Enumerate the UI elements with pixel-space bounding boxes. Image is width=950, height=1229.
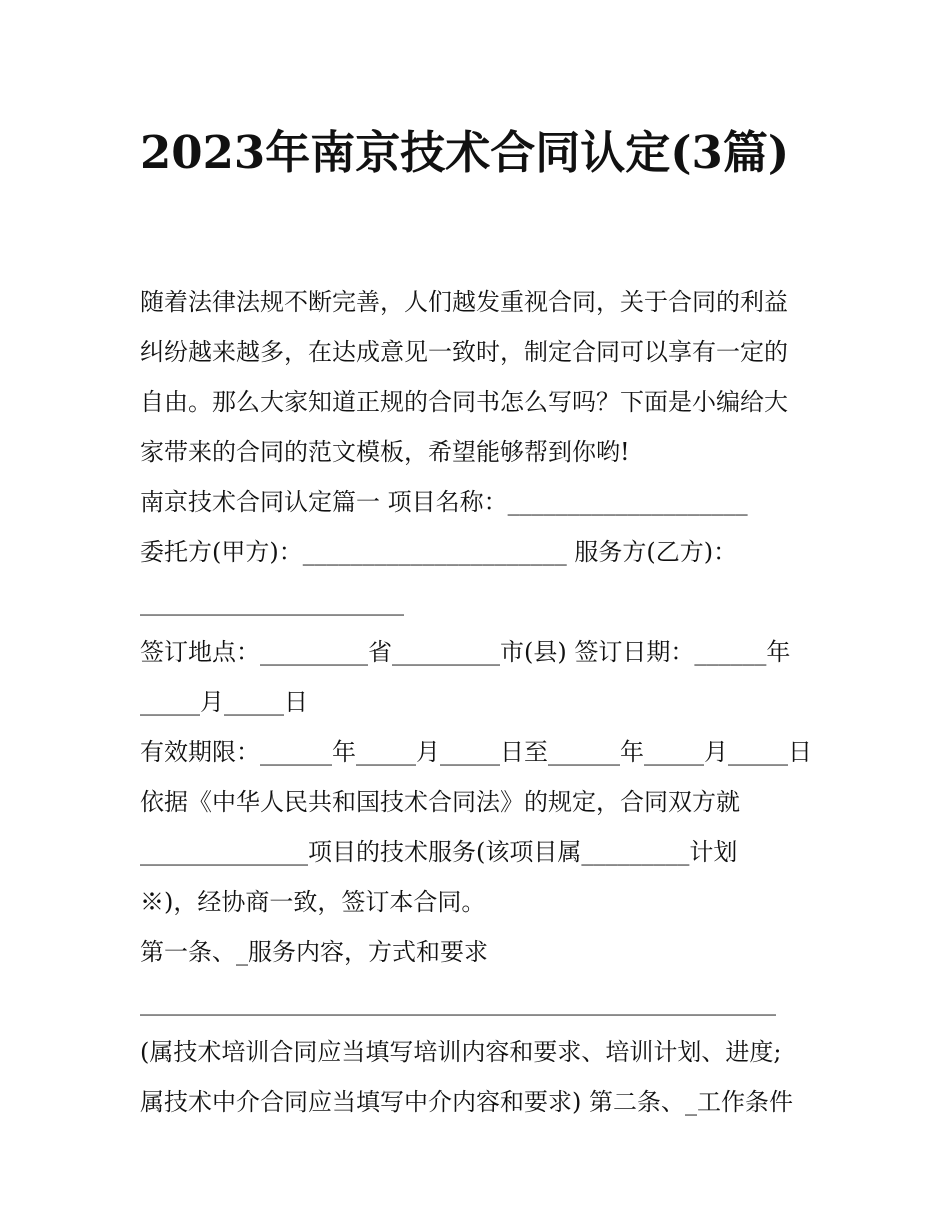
signing-place-date-line: 签订地点：_________省_________市(县) 签订日期：______年	[140, 638, 791, 666]
service-party-blank-line: ______________________	[140, 588, 404, 616]
body-line-intro-4: 家带来的合同的范文模板，希望能够帮到你哟!	[140, 438, 630, 466]
parties-line: 委托方(甲方)：______________________ 服务方(乙方)：	[140, 538, 738, 566]
body-line-intro-2: 纠纷越来越多，在达成意见一致时，制定合同可以享有一定的	[140, 338, 788, 366]
article-one-heading: 第一条、_服务内容，方式和要求	[140, 938, 488, 966]
agreement-line: ※)，经协商一致，签订本合同。	[140, 888, 486, 916]
document-title: 2023年南京技术合同认定(3篇)	[140, 126, 790, 179]
project-technical-service-line: ______________项目的技术服务(该项目属_________计划	[140, 838, 738, 866]
document-body	[140, 277, 820, 1127]
article-one-note-line-2: 属技术中介合同应当填写中介内容和要求) 第二条、_工作条件	[140, 1088, 793, 1116]
body-line-intro-1: 随着法律法规不断完善，人们越发重视合同，关于合同的利益	[140, 288, 788, 316]
signing-date-continuation-line: _____月_____日	[140, 688, 308, 716]
article-one-note-line-1: (属技术培训合同应当填写培训内容和要求、培训计划、进度;	[140, 1038, 782, 1066]
article-one-blank-line: _____________________________________________________	[140, 988, 776, 1016]
body-line-intro-3: 自由。那么大家知道正规的合同书怎么写吗？下面是小编给大	[140, 388, 788, 416]
legal-basis-line: 依据《中华人民共和国技术合同法》的规定，合同双方就	[140, 788, 740, 816]
validity-period-line: 有效期限：______年_____月_____日至______年_____月_____日	[140, 738, 812, 766]
project-name-line: 南京技术合同认定篇一 项目名称：____________________	[140, 488, 748, 516]
